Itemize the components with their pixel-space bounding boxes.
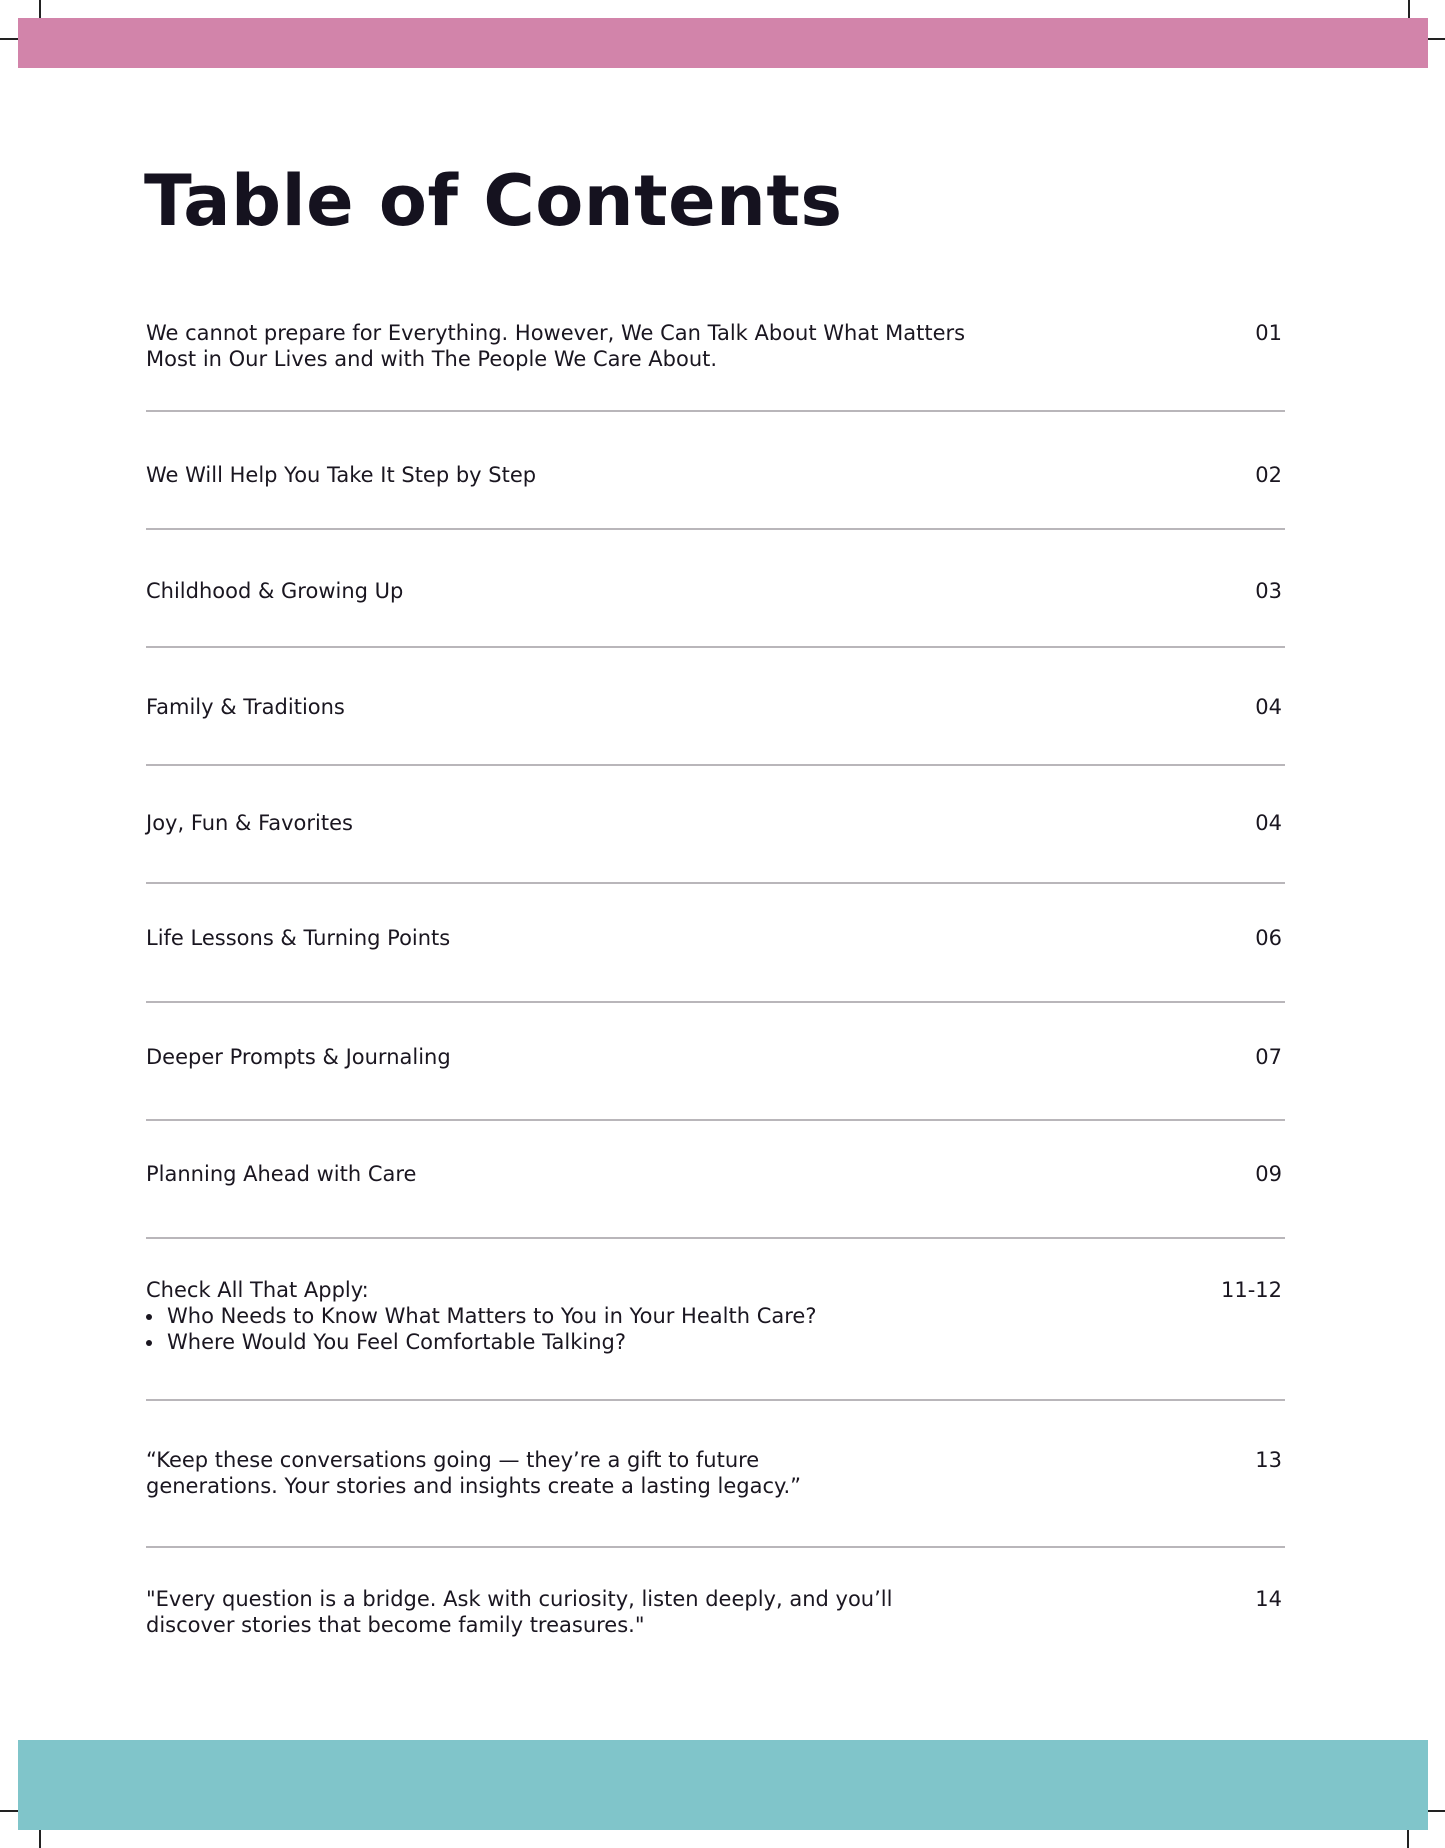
crop-mark-top-left-v <box>39 0 41 20</box>
toc-entry-page: 09 <box>1255 1162 1282 1186</box>
crop-mark-bottom-right-v <box>1407 1830 1409 1848</box>
toc-entry-title-group <box>146 1277 1046 1355</box>
toc-entry-title: Check All That Apply: <box>146 1278 369 1302</box>
crop-mark-top-left-h <box>0 38 20 40</box>
crop-mark-bottom-left-h <box>0 1810 20 1812</box>
toc-entry-page: 14 <box>1255 1587 1282 1611</box>
toc-entry-title: We cannot prepare for Everything. However, We Can Talk About What Matters Most in Our Lives and with The People We Care About. <box>146 321 966 371</box>
divider <box>146 410 1285 412</box>
toc-entry-page: 01 <box>1255 321 1282 345</box>
divider <box>146 882 1285 884</box>
divider <box>146 646 1285 648</box>
crop-mark-top-right-v <box>1408 0 1410 20</box>
toc-entry-page: 04 <box>1255 811 1282 835</box>
toc-entry-page: 04 <box>1255 695 1282 719</box>
toc-entry-page: 07 <box>1255 1045 1282 1069</box>
toc-entry-title: “Keep these conversations going — they’re a gift to future generations. Your stories and insights create a lasting legacy.” <box>146 1448 802 1498</box>
bullet-list <box>146 1303 1046 1355</box>
page-title: Table of Contents <box>144 160 843 242</box>
divider <box>146 1119 1285 1121</box>
crop-mark-top-right-h <box>1428 38 1445 40</box>
toc-entry-title: Life Lessons & Turning Points <box>146 926 451 950</box>
toc-entry-title: Deeper Prompts & Journaling <box>146 1045 451 1069</box>
toc-entry-title: "Every question is a bridge. Ask with curiosity, listen deeply, and you’ll discover stories that become family treasures." <box>146 1587 893 1637</box>
toc-entry-page: 03 <box>1255 579 1282 603</box>
toc-entry-page: 06 <box>1255 926 1282 950</box>
divider <box>146 1237 1285 1239</box>
toc-entry-page: 02 <box>1255 463 1282 487</box>
divider <box>146 1546 1285 1548</box>
bullet-item: Where Would You Feel Comfortable Talking? <box>146 1329 1046 1355</box>
toc-entry-title: We Will Help You Take It Step by Step <box>146 463 537 487</box>
toc-entry-title: Family & Traditions <box>146 695 345 719</box>
divider <box>146 528 1285 530</box>
divider <box>146 1399 1285 1401</box>
footer-color-bar <box>18 1740 1428 1830</box>
toc-entry-page: 13 <box>1255 1448 1282 1472</box>
divider <box>146 1001 1285 1003</box>
crop-mark-bottom-left-v <box>39 1830 41 1848</box>
toc-entry-title: Joy, Fun & Favorites <box>146 811 353 835</box>
crop-mark-bottom-right-h <box>1428 1810 1445 1812</box>
toc-entry-page: 11-12 <box>1220 1278 1282 1302</box>
toc-entry-title: Planning Ahead with Care <box>146 1162 417 1186</box>
header-color-bar <box>18 18 1428 68</box>
toc-entry-title: Childhood & Growing Up <box>146 579 404 603</box>
bullet-item: Who Needs to Know What Matters to You in Your Health Care? <box>146 1303 1046 1329</box>
divider <box>146 764 1285 766</box>
